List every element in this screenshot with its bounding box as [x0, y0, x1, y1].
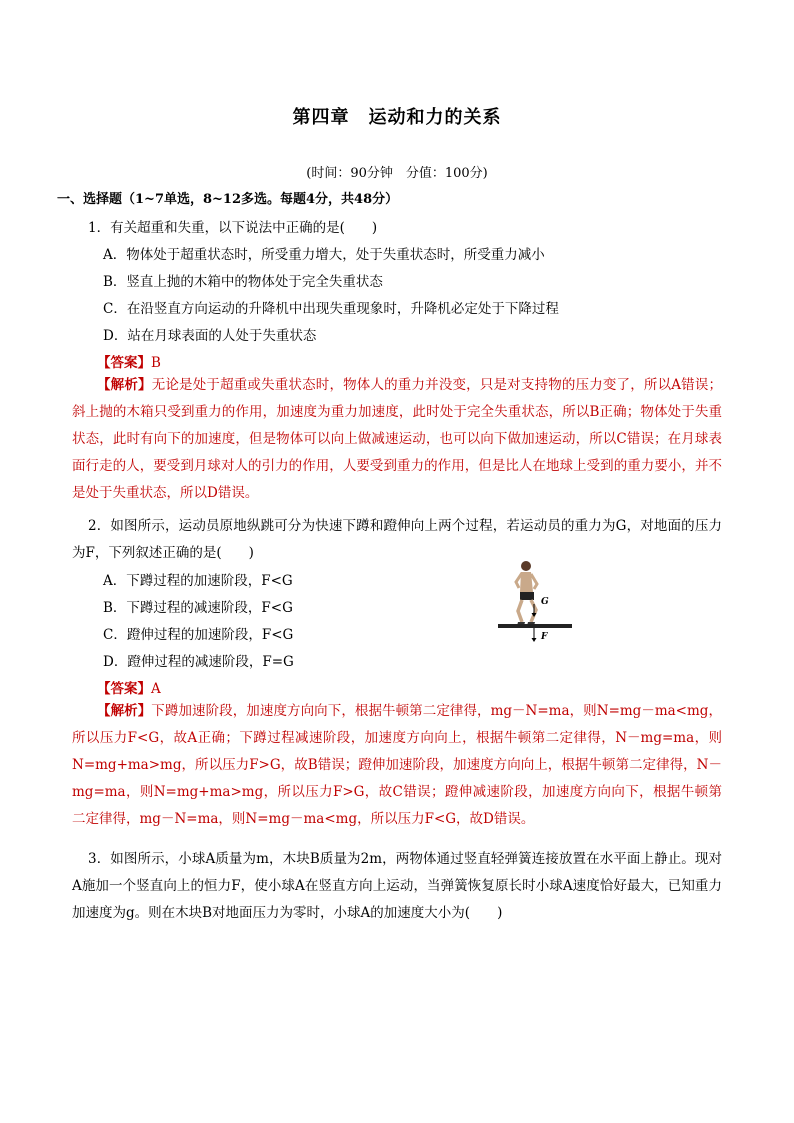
section-heading: 一、选择题（1~7单选，8~12多选。每题4分，共48分） — [57, 192, 399, 207]
q1-option-a: A．物体处于超重状态时，所受重力增大，处于失重状态时，所受重力减小 — [103, 247, 545, 263]
jumper-figure — [496, 558, 576, 650]
q1-analysis-tag: 【解析】 — [97, 377, 152, 393]
q2-analysis — [72, 698, 722, 833]
q2-option-d: D．蹬伸过程的减速阶段，F=G — [103, 654, 294, 670]
q2-analysis-text: 下蹲加速阶段，加速度方向向下，根据牛顿第二定律得，mg－N=ma，则N=mg－ma<mg，所以压力F<G，故A正确；下蹲过程减速阶段，加速度方向向上，根据牛顿第二定律得，N－mg=ma，则N=mg+ma>mg，所以压力F>G，故B错误；蹬伸加速阶段，加速度方向向上，根据牛顿第二定律得，N－mg=ma，则N=mg+ma>mg，所以压力F>G，故C错误；蹬伸减速阶段，加速度方向向下，根据牛顿第二定律得，mg－N=ma，则N=mg－ma<mg，所以压力F<G，故D错误。 — [72, 703, 722, 827]
q1-option-b: B．竖直上抛的木箱中的物体处于完全失重状态 — [103, 274, 383, 290]
q2-answer-value: A — [151, 681, 161, 697]
q1-analysis-text: 无论是处于超重或失重状态时，物体人的重力并没变，只是对支持物的压力变了，所以A错误；斜上抛的木箱只受到重力的作用，加速度为重力加速度，此时处于完全失重状态，所以B正确；物体处于失重状态，此时有向下的加速度，但是物体可以向上做减速运动，也可以向下做加速运动，所以C错误；在月球表面行走的人，要受到月球对人的引力的作用，人要受到重力的作用，但是比人在地球上受到的重力要小，并不是处于失重状态，所以D错误。 — [72, 377, 723, 501]
q2-stem: 2．如图所示，运动员原地纵跳可分为快速下蹲和蹬伸向上两个过程，若运动员的重力为G，对地面的压力为F，下列叙述正确的是( ) — [72, 518, 722, 561]
q1-option-d: D．站在月球表面的人处于失重状态 — [103, 328, 317, 344]
q1-answer-tag: 【答案】 — [97, 355, 151, 371]
q1-answer-value: B — [151, 355, 161, 371]
q2-answer — [97, 677, 161, 697]
q1-stem: 1．有关超重和失重，以下说法中正确的是( ) — [88, 220, 378, 236]
q2-option-b: B．下蹲过程的减速阶段，F<G — [103, 600, 293, 616]
q3-stem: 3．如图所示，小球A质量为m，木块B质量为2m，两物体通过竖直轻弹簧连接放置在水平面上静止。现对A施加一个竖直向上的恒力F，使小球A在竖直方向上运动，当弹簧恢复原长时小球A速度恰好最大，已知重力加速度为g。则在木块B对地面压力为零时，小球A的加速度大小为( ) — [72, 851, 722, 921]
q2-answer-tag: 【答案】 — [97, 681, 151, 697]
q2-option-c: C．蹬伸过程的加速阶段，F<G — [103, 627, 294, 643]
q1-answer — [97, 351, 161, 371]
exam-meta: (时间：90分钟 分值：100分) — [306, 166, 488, 181]
q1-analysis — [72, 372, 722, 507]
q2-option-a: A．下蹲过程的加速阶段，F<G — [103, 573, 293, 589]
q1-option-c: C．在沿竖直方向运动的升降机中出现失重现象时，升降机必定处于下降过程 — [103, 301, 559, 317]
figure-label-g: G — [541, 597, 549, 607]
page-title: 第四章 运动和力的关系 — [292, 107, 502, 128]
q2-analysis-tag: 【解析】 — [97, 703, 152, 719]
figure-label-f: F — [541, 632, 548, 642]
